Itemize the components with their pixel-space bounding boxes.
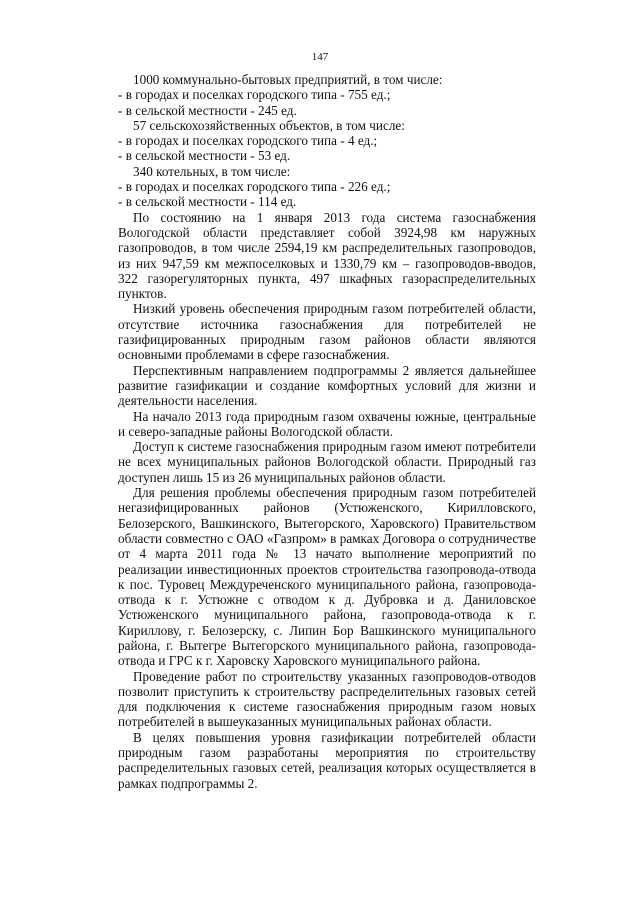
list-item: - в городах и поселках городского типа - 226 ед.; [118,179,391,195]
paragraph-main-problems: Низкий уровень обеспечения природным газом потребителей области, отсутствие источника газоснабжения для потребителей не газифицированных природным газом районов области являются основными проблемами в сфере газоснабжения. [118,301,536,363]
list-heading-boilers: 340 котельных, в том числе: [133,163,291,179]
document-body [118,72,536,791]
list-heading-agricultural: 57 сельскохозяйственных объектов, в том числе: [133,117,405,133]
paragraph-gasification-measures: В целях повышения уровня газификации потребителей области природным газом разработаны мероприятия по строительству распределительных газовых сетей, реализация которых осуществляется в рамках подпрограммы 2. [118,729,536,791]
page-number: 147 [311,51,329,63]
paragraph-gazprom-projects: Для решения проблемы обеспечения природным газом потребителей негазифицированных районов (Устюженского, Кирилловского, Белозерского, Вашкинского, Вытегорского, Харовского) Правительством области совместно с ОАО «Газпром» в рамках Договора о сотрудничестве от 4 марта 2011 года № 13 начато выполнение мероприятий по реализации инвестиционных проектов строительства газопровода-отвода к пос. Туровец Междуреченского муниципального района, газопровода-отвода к г. Устюжне с отводом к д. Дубровка и д. Даниловское Устюженского муниципального района, газопровода-отвода к г. Кириллову, г. Белозерску, с. Липин Бор Вашкинского муниципального района, г. Вытегре Вытегорского муниципального района, газопровода-отвода и ГРС к г. Харовску Харовского муниципального района. [118,485,536,669]
list-item: - в сельской местности - 245 ед. [118,102,297,118]
paragraph-perspective-direction: Перспективным направлением подпрограммы 2 является дальнейшее развитие газификации и создание комфортных условий для жизни и деятельности населения. [118,362,536,409]
list-item: - в городах и поселках городского типа - 4 ед.; [118,133,378,149]
list-item: - в сельской местности - 114 ед. [118,194,297,210]
paragraph-construction-works: Проведение работ по строительству указанных газопроводов-отводов позволит приступить к строительству распределительных газовых сетей для подключения к системе газоснабжения природным газом новых потребителей в вышеуказанных муниципальных районах области. [118,668,536,730]
list-item: - в городах и поселках городского типа - 755 ед.; [118,87,391,103]
paragraph-access: Доступ к системе газоснабжения природным газом имеют потребители не всех муниципальных районов Вологодской области. Природный газ доступен лишь 15 из 26 муниципальных районов области. [118,439,536,485]
paragraph-gas-system-status: По состоянию на 1 января 2013 года система газоснабжения Вологодской области представляет собой 3924,98 км наружных газопроводов, в том числе 2594,19 км распределительных газопроводов, из них 947,59 км межпоселковых и 1330,79 км – газопроводов-вводов, 322 газорегуляторных пункта, 497 шкафных газораспределительных пунктов. [118,209,536,302]
list-heading-communal: 1000 коммунально-бытовых предприятий, в том числе: [133,72,443,87]
list-item: - в сельской местности - 53 ед. [118,148,291,164]
paragraph-coverage-2013: На начало 2013 года природным газом охвачены южные, центральные и северо-западные районы Вологодской области. [118,408,536,439]
